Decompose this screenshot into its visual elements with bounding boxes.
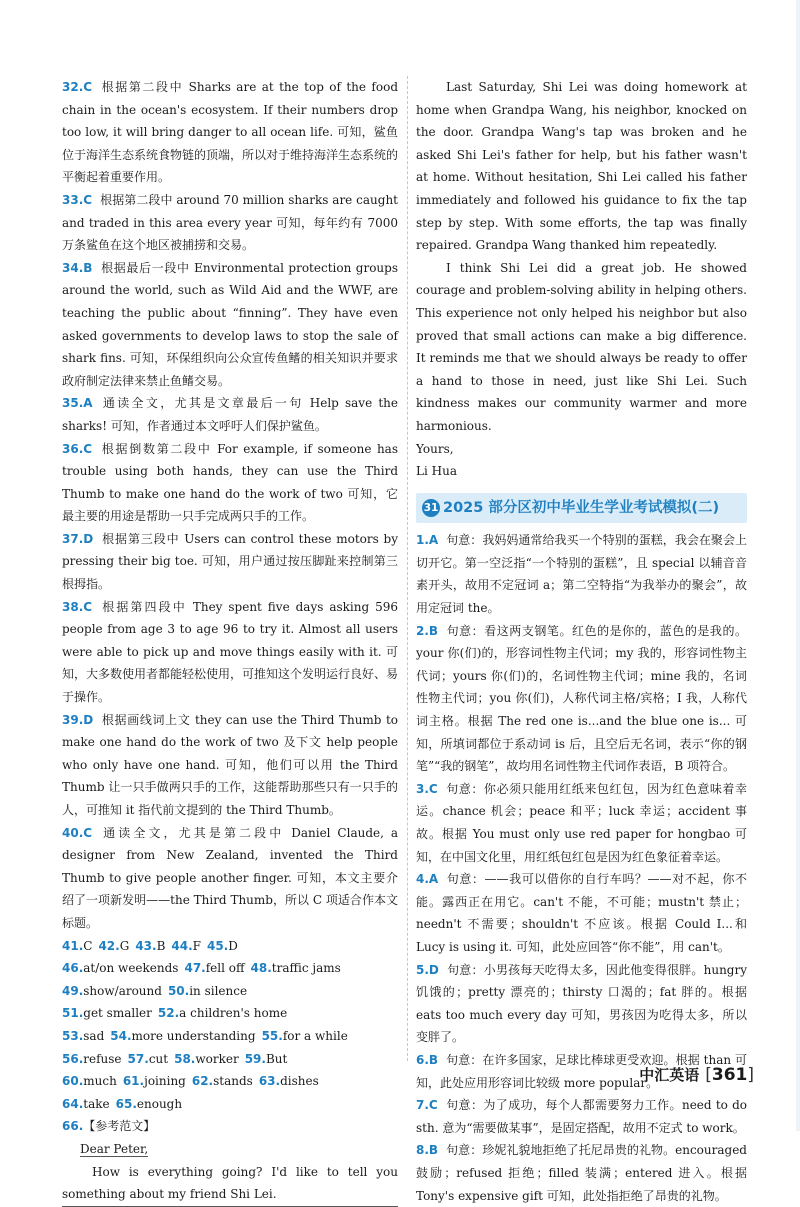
fill-item — [98, 935, 129, 958]
answer-number: 1.A — [416, 533, 439, 548]
fill-number: 46. — [62, 961, 84, 976]
answer-explanation: 句意：我妈妈通常给我买一个特别的蛋糕，我会在聚会上切开它。第一空泛指“一个特别的蛋糕”，且 special 以辅音音素开头，故用不定冠词 a；第二空特指“为我举办的聚会”，故用定冠词 the。 — [416, 533, 747, 616]
fill-number: 52. — [157, 1006, 180, 1021]
fill-item — [192, 1070, 253, 1093]
fill-number: 51. — [62, 1006, 84, 1021]
answer-number: 33.C — [62, 192, 93, 207]
fill-number: 56. — [62, 1051, 84, 1066]
fill-number: 45. — [207, 938, 229, 953]
fill-item — [168, 980, 247, 1003]
fill-number: 55. — [261, 1028, 283, 1043]
fill-item — [174, 1048, 239, 1071]
fill-item — [158, 1002, 287, 1025]
fill-item — [262, 1025, 348, 1048]
fill-item — [62, 1048, 122, 1071]
essay-closing: Yours, — [416, 441, 454, 456]
answer-item — [62, 822, 398, 935]
fill-number: 48. — [250, 961, 272, 976]
essay-part-2 — [416, 76, 747, 483]
answer-number: 35.A — [62, 396, 93, 411]
fill-in-answers — [62, 935, 398, 1116]
answer-explanation: 句意：为了成功，每个人都需要努力工作。need to do sth. 意为“需要做某事”，是固定搭配，故用不定式 to work。 — [416, 1098, 747, 1135]
fill-answer: for a while — [282, 1028, 348, 1043]
fill-number: 44. — [171, 938, 193, 953]
page-footer — [639, 1064, 754, 1085]
fill-item — [207, 935, 238, 958]
essay-paragraph-1: How is everything going? I'd like to tell you something about my friend Shi Lei. — [62, 1161, 398, 1207]
answer-number: 2.B — [416, 623, 439, 638]
fill-row — [62, 1002, 398, 1025]
left-column — [62, 76, 398, 1207]
fill-item — [116, 1093, 182, 1116]
fill-number: 63. — [258, 1074, 281, 1089]
answer-number: 8.B — [416, 1143, 439, 1158]
section-title: 2025 部分区初中毕业生学业考试模拟(二) — [443, 499, 720, 516]
answer-explanation: 句意：在许多国家，足球比棒球更受欢迎。根据 than 可知，此处应用形容词比较级 more popular。 — [416, 1052, 747, 1090]
fill-item — [62, 980, 162, 1003]
essay-part-1 — [62, 1115, 398, 1206]
fill-answer: worker — [195, 1051, 239, 1066]
fill-answer: D — [228, 938, 238, 953]
answer-item — [416, 1139, 747, 1207]
answer-explanation: 句意：——我可以借你的自行车吗？——对不起，你不能。露西正在用它。can't 不能，不可能；mustn't 禁止；needn't 不需要；shouldn't 不应该。根据 Could I...和 Lucy is using it. 可知，此处应回答“你不能”，用 can't。 — [416, 872, 747, 954]
fill-answer: sad — [83, 1028, 105, 1043]
essay-number: 66. — [62, 1119, 84, 1134]
fill-number: 47. — [184, 961, 206, 976]
fill-row — [62, 1025, 398, 1048]
fill-number: 60. — [62, 1074, 84, 1089]
fill-number: 41. — [62, 938, 84, 953]
essay-label: 【参考范文】 — [83, 1119, 156, 1134]
fill-answer: dishes — [280, 1074, 319, 1089]
page-edge — [796, 0, 800, 1131]
fill-item — [184, 957, 244, 980]
essay-greeting: Dear Peter, — [80, 1141, 149, 1156]
answer-number: 5.D — [416, 962, 439, 977]
answer-item — [62, 76, 398, 189]
fill-answer: much — [83, 1074, 117, 1089]
fill-number: 49. — [62, 983, 84, 998]
fill-row — [62, 1048, 398, 1071]
answer-number: 7.C — [416, 1098, 438, 1113]
fill-number: 59. — [244, 1051, 266, 1066]
fill-number: 61. — [122, 1074, 145, 1089]
fill-item — [259, 1070, 319, 1093]
essay-paragraph-2: Last Saturday, Shi Lei was doing homework at home when Grandpa Wang, his neighbor, knocked on the door. Grandpa Wang's tap was broken and he asked Shi Lei's father for help, but his father wasn't at home. Without hesitation, Shi Lei called his father immediately and followed his guidance to fix the tap step by step. With some efforts, the tap was finally repaired. Grandpa Wang thanked him repeatedly. — [416, 80, 747, 253]
fill-answer: refuse — [83, 1051, 122, 1066]
right-column — [416, 76, 747, 1207]
fill-answer: cut — [148, 1051, 169, 1066]
answer-explanation: 根据倒数第二段中 For example, if someone has trouble using both hands, they can use the Third Thumb to make one hand do the work of two 可知，它最主要的用途是帮助一只手完成两只手的工作。 — [62, 441, 398, 524]
fill-item — [62, 1070, 117, 1093]
essay-signature: Li Hua — [416, 464, 457, 479]
fill-item — [128, 1048, 169, 1071]
answer-explanation: 通读全文，尤其是文章最后一句 Help save the sharks! 可知，作者通过本文呼吁人们保护鲨鱼。 — [62, 396, 398, 433]
fill-number: 57. — [127, 1051, 149, 1066]
fill-item — [135, 935, 165, 958]
fill-answer: get smaller — [83, 1006, 152, 1021]
fill-item — [123, 1070, 186, 1093]
answer-item — [62, 528, 398, 596]
fill-answer: stands — [213, 1074, 253, 1089]
answer-list-left — [62, 76, 398, 935]
answer-explanation: 根据第二段中 around 70 million sharks are caught and traded in this area every year 可知，每年约有 7000 万条鲨鱼在这个地区被捕捞和交易。 — [62, 192, 398, 253]
fill-answer: enough — [136, 1096, 183, 1111]
answer-number: 40.C — [62, 825, 93, 840]
fill-answer: fell off — [205, 961, 245, 976]
answer-number: 37.D — [62, 531, 94, 546]
answer-number: 32.C — [62, 80, 93, 94]
answer-explanation: 通读全文，尤其是第二段中 Daniel Claude, a designer from New Zealand, invented the Third Thumb to give people another finger. 可知，本文主要介绍了一项新发明——the Third Thumb，所以 C 项适合作本文标题。 — [62, 825, 398, 930]
fill-number: 43. — [135, 938, 157, 953]
fill-item — [62, 935, 92, 958]
answer-number: 34.B — [62, 260, 93, 275]
fill-row — [62, 1070, 398, 1093]
fill-item — [62, 1002, 152, 1025]
answer-explanation: 句意：看这两支钢笔。红色的是你的，蓝色的是我的。your 你(们)的，形容词性物主代词；my 我的，形容词性物主代词；yours 你(们)的，名词性物主代词；mine 我的，名词性物主代词；you 你(们)，人称代词主格/宾格；I 我，人称代词主格。根据 The red one is...and the blue one is... 可知，所填词都位于系动词 is 后，且空后无名词，表示“你的钢笔”“我的钢笔”，故均用名词性物主代词作表语，B 项符合。 — [416, 623, 747, 774]
answer-explanation: 根据第四段中 They spent five days asking 596 people from age 3 to age 96 to try it. Almost all users were able to pick up and move things easily with it. 可知，大多数使用者都能轻松使用，可推知这个发明运行良好、易于操作。 — [62, 599, 399, 705]
fill-answer: take — [83, 1096, 110, 1111]
answer-explanation: 根据画线词上文 they can use the Third Thumb to make one hand do the work of two 及下文 help people who only have one hand. 可知，他们可以用 the Third Thumb 让一只手做两只手的工作，这能帮助那些只有一只手的人，可推知 it 指代前文提到的 the Third Thumb。 — [62, 712, 398, 817]
answer-item — [62, 257, 398, 393]
fill-answer: more understanding — [131, 1028, 256, 1043]
section-number-badge: 31 — [422, 499, 440, 517]
fill-answer: traffic jams — [271, 961, 341, 976]
fill-number: 62. — [191, 1074, 214, 1089]
answer-number: 4.A — [416, 872, 439, 887]
fill-answer: B — [156, 938, 166, 953]
answer-item — [416, 959, 747, 1049]
answer-explanation: 句意：你必须只能用红纸来包红包，因为红色意味着幸运。chance 机会；peace 和平；luck 幸运；accident 事故。根据 You must only use red paper for hongbao 可知，在中国文化里，用红纸包红包是因为红色象征着幸运。 — [416, 781, 747, 864]
answer-item — [62, 709, 398, 822]
fill-number: 54. — [110, 1028, 132, 1043]
answer-list-right — [416, 529, 747, 1207]
answer-explanation: 句意：小男孩每天吃得太多，因此他变得很胖。hungry 饥饿的；pretty 漂亮的；thirsty 口渴的；fat 胖的。根据 eats too much every day 可知，男孩因为吃得太多，所以变胖了。 — [416, 962, 747, 1045]
fill-number: 65. — [115, 1096, 137, 1111]
fill-row — [62, 1093, 398, 1116]
fill-item — [251, 957, 341, 980]
answer-item — [62, 438, 398, 528]
fill-number: 53. — [62, 1028, 84, 1043]
fill-item — [62, 1093, 110, 1116]
column-divider — [407, 76, 408, 1061]
fill-item — [62, 957, 178, 980]
answer-item — [416, 529, 747, 619]
answer-number: 36.C — [62, 441, 93, 456]
answer-item — [62, 189, 398, 257]
answer-explanation: 根据第二段中 Sharks are at the top of the food chain in the ocean's ecosystem. If their numbers drop too low, it will bring danger to all ocean life. 可知，鲨鱼位于海洋生态系统食物链的顶端，所以对于维持海洋生态系统的平衡起着重要作用。 — [62, 80, 399, 185]
fill-answer: But — [265, 1051, 288, 1066]
answer-item — [416, 1094, 747, 1139]
answer-item — [416, 620, 747, 778]
page-number: [361] — [705, 1064, 754, 1085]
answer-item — [62, 596, 398, 709]
fill-answer: C — [83, 938, 93, 953]
fill-row — [62, 935, 398, 958]
answer-explanation: 句意：珍妮礼貌地拒绝了托尼昂贵的礼物。encouraged 鼓励；refused 拒绝；filled 装满；entered 进入。根据 Tony's expensive gift 可知，此处指拒绝了昂贵的礼物。 — [416, 1143, 747, 1203]
answer-number: 6.B — [416, 1052, 439, 1067]
essay-paragraph-3: I think Shi Lei did a great job. He showed courage and problem-solving ability in helping others. This experience not only helped his neighbor but also proved that small actions can make a big difference. It reminds me that we should always be ready to offer a hand to those in need, just like Shi Lei. Such kindness makes our community warmer and more harmonious. — [416, 260, 747, 433]
fill-answer: G — [119, 938, 130, 953]
answer-item — [62, 392, 398, 437]
footer-title: 中汇英语 — [639, 1066, 700, 1084]
answer-item — [416, 778, 747, 868]
fill-answer: in silence — [189, 983, 248, 998]
fill-number: 42. — [98, 938, 120, 953]
fill-item — [171, 935, 201, 958]
fill-number: 58. — [174, 1051, 196, 1066]
fill-row — [62, 980, 398, 1003]
fill-number: 50. — [167, 983, 190, 998]
fill-item — [62, 1025, 104, 1048]
fill-answer: a children's home — [179, 1006, 288, 1021]
fill-item — [110, 1025, 255, 1048]
answer-number: 38.C — [62, 599, 93, 614]
fill-answer: F — [192, 938, 201, 953]
answer-item — [416, 868, 747, 958]
section-banner — [416, 493, 747, 524]
fill-row — [62, 957, 398, 980]
answer-number: 39.D — [62, 712, 94, 727]
fill-answer: joining — [144, 1074, 186, 1089]
fill-number: 64. — [62, 1096, 84, 1111]
answer-explanation: 根据最后一段中 Environmental protection groups around the world, such as Wild Aid and the WWF, are teaching the public about “finning”. They have even asked governments to develop laws to stop the sale of shark fins. 可知，环保组织向公众宣传鱼鳍的相关知识并要求政府制定法律来禁止鱼鳍交易。 — [62, 260, 398, 388]
fill-answer: show/around — [83, 983, 162, 998]
answer-explanation: 根据第三段中 Users can control these motors by pressing their big toe. 可知，用户通过按压脚趾来控制第三根拇指。 — [62, 531, 398, 592]
fill-item — [245, 1048, 288, 1071]
answer-number: 3.C — [416, 781, 438, 796]
fill-answer: at/on weekends — [83, 961, 179, 976]
